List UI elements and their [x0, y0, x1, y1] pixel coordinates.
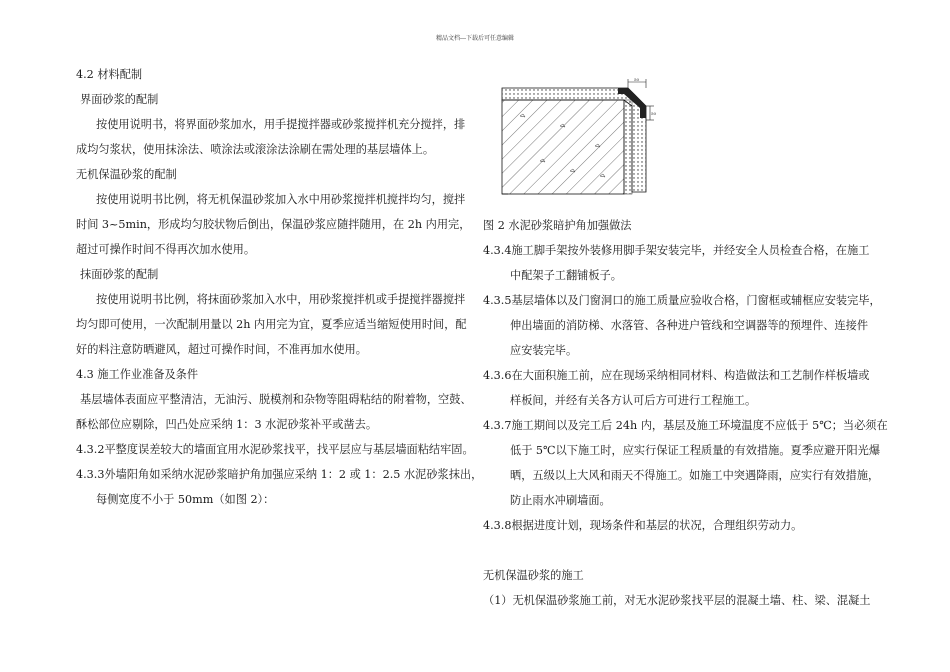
- clause-continuation: 防止雨水冲刷墙面。: [510, 494, 611, 507]
- corner-reinforcement-figure: [500, 76, 660, 196]
- figure-drawing: [500, 76, 660, 196]
- clause-continuation: 中配架子工翻铺板子。: [510, 269, 622, 282]
- clause-continuation: 晒，五级以上大风和雨天不得施工。如施工中突遇降雨，应实行有效措施，: [510, 469, 880, 482]
- section-heading: 4.2 材料配制: [76, 68, 143, 81]
- page-header: 精品文档---下载后可任意编辑: [435, 35, 515, 42]
- clause-line: 4.3.4施工脚手架按外装修用脚手架安装完毕，并经安全人员检查合格，在施工: [483, 244, 870, 257]
- clause-line: 4.3.8根据进度计划，现场条件和基层的状况，合理组织劳动力。: [483, 519, 803, 532]
- clause-line: 4.3.2平整度误差较大的墙面宜用水泥砂浆找平，找平层应与基层墙面粘结牢固。: [76, 443, 474, 456]
- spacer: [483, 538, 883, 563]
- subheading: 无机保温砂浆的配制: [76, 168, 177, 181]
- clause-continuation: 应安装完毕。: [510, 344, 578, 357]
- right-column: [483, 213, 888, 613]
- paragraph-line: 超过可操作时间不得再次加水使用。: [76, 243, 256, 256]
- clause-line: 4.3.3外墙阳角如采纳水泥砂浆暗护角加强应采纳 1：2 或 1：2.5 水泥砂浆抹出，: [76, 468, 483, 481]
- clause-line: 4.3.6在大面积施工前，应在现场采纳相同材料、构造做法和工艺制作样板墙或: [483, 369, 870, 382]
- clause-continuation: 低于 5℃以下施工时，应实行保证工程质量的有效措施。夏季应避开阳光爆: [510, 444, 881, 457]
- subheading: 无机保温砂浆的施工: [483, 569, 584, 582]
- paragraph-line: （1）无机保温砂浆施工前，对无水泥砂浆找平层的混凝土墙、柱、梁、混凝土: [483, 594, 871, 607]
- clause-line: 4.3.5基层墙体以及门窗洞口的施工质量应验收合格，门窗框或辅框应安装完毕，: [483, 294, 881, 307]
- dimension-label-top: 50: [634, 77, 640, 82]
- paragraph-line: 均匀即可使用，一次配制用量以 2h 内用完为宜，夏季应适当缩短使用时间，配: [76, 318, 467, 331]
- clause-continuation: 伸出墙面的消防梯、水落管、各种进户管线和空调器等的预埋件、连接件: [510, 319, 869, 332]
- paragraph-line: 按使用说明书比例，将无机保温砂浆加入水中用砂浆搅拌机搅拌均匀，搅拌: [96, 193, 466, 206]
- paragraph-line: 好的料注意防晒避风，超过可操作时间，不准再加水使用。: [76, 343, 367, 356]
- clause-line: 4.3.7施工期间以及完工后 24h 内，基层及施工环境温度不应低于 5℃；当必须在: [483, 419, 888, 432]
- subheading: 界面砂浆的配制: [80, 93, 159, 106]
- subheading: 抹面砂浆的配制: [80, 268, 159, 281]
- paragraph-line: 按使用说明书，将界面砂浆加水，用手提搅拌器或砂浆搅拌机充分搅拌，排: [96, 118, 466, 131]
- clause-continuation: 样板间，并经有关各方认可后方可进行工程施工。: [510, 394, 757, 407]
- section-heading: 4.3 施工作业准备及条件: [76, 368, 199, 381]
- dimension-label-side: 50: [651, 111, 657, 116]
- clause-continuation: 每侧宽度不小于 50mm（如图 2）：: [96, 493, 275, 506]
- figure-caption: 图 2 水泥砂浆暗护角加强做法: [483, 219, 632, 232]
- paragraph-line: 基层墙体表面应平整清洁，无油污、脱模剂和杂物等阻碍粘结的附着物，空鼓、: [80, 393, 472, 406]
- paragraph-line: 按使用说明书比例，将抹面砂浆加入水中，用砂浆搅拌机或手提搅拌器搅拌: [96, 293, 466, 306]
- left-column: [76, 62, 483, 512]
- paragraph-line: 酥松部位应剔除，凹凸处应采纳 1：3 水泥砂浆补平或凿去。: [76, 418, 378, 431]
- paragraph-line: 成均匀浆状，使用抹涂法、喷涂法或滚涂法涂刷在需处理的基层墙体上。: [76, 143, 435, 156]
- paragraph-line: 时间 3~5min，形成均匀胶状物后倒出，保温砂浆应随拌随用，在 2h 内用完，: [76, 218, 471, 231]
